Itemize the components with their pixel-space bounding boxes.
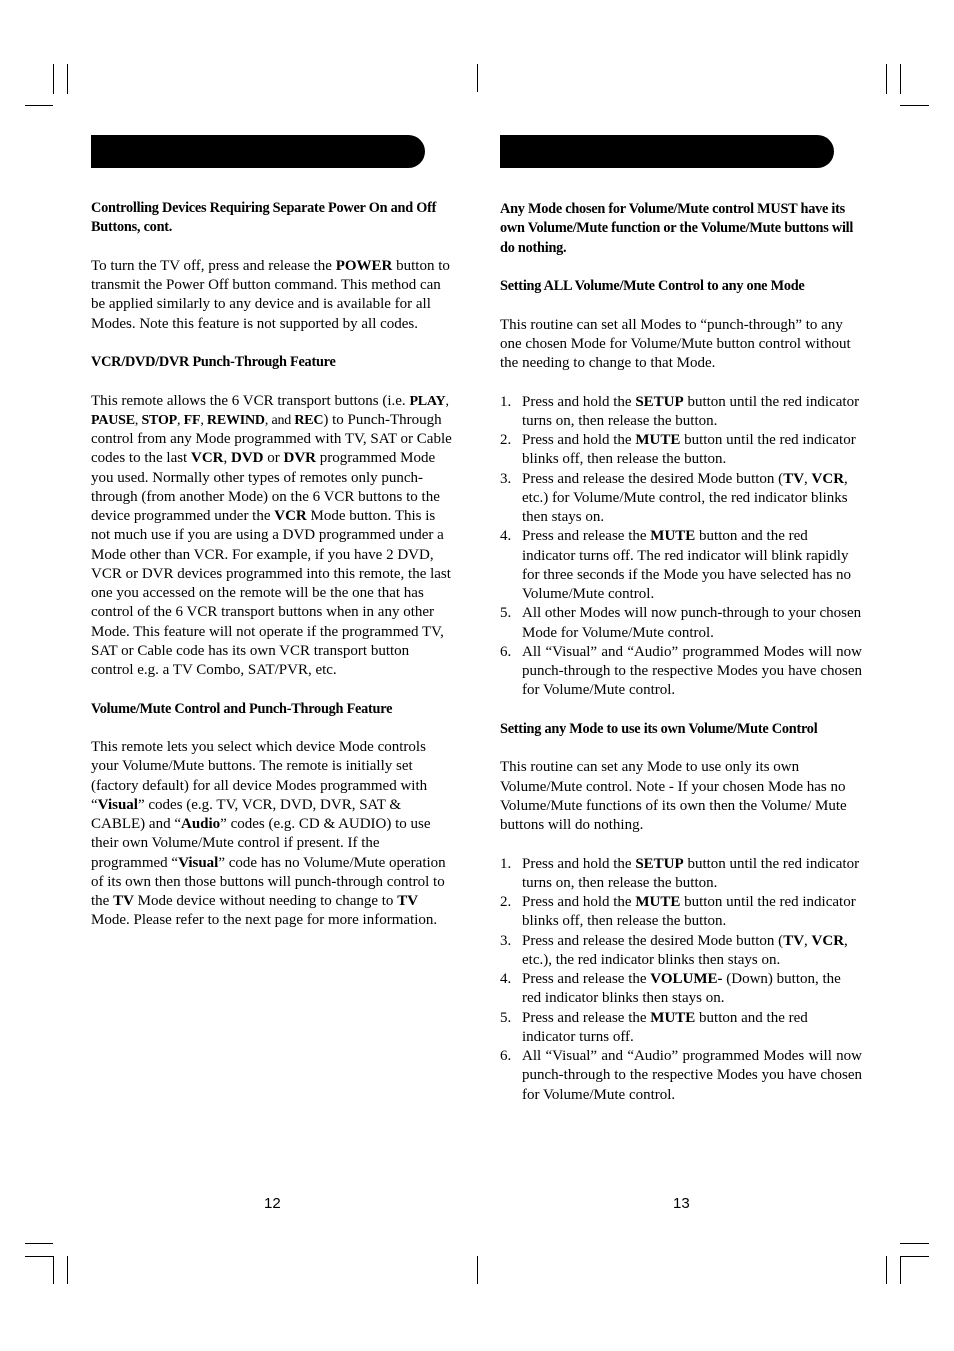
section-heading: VCR/DVD/DVR Punch-Through Feature [91,354,336,370]
steps-list-own-mode [500,855,862,1105]
section-heading: Controlling Devices Requiring Separate Power On and Off Buttons, cont. [91,200,437,236]
crop-mark [67,64,68,94]
section-heading: Setting ALL Volume/Mute Control to any one Mode [500,278,805,294]
crop-mark [900,105,929,106]
crop-mark [53,64,54,94]
paragraph: This remote allows the 6 VCR transport buttons (i.e. PLAY, PAUSE, STOP, FF, REWIND, and REC) to Punch-Through control from any Mode programmed with TV, SAT or Cable codes to the last VCR, DVD or DVR programmed Mode you used. Normally other types of remotes only punch-through (from another Mode) on the 6 VCR buttons to the device programmed under the VCR Mode button. This is not much use if you are using a DVD programmed under a Mode other than VCR. For example, if you have 2 DVD, VCR or DVR devices programmed into this remote, the last one you accessed on the remote will be the one that has control of the 6 VCR transport buttons when in any other Mode. This feature will not operate if the programmed TV, SAT or Cable code has its own VCR transport button control e.g. a TV Combo, SAT/PVR, etc. [91,392,452,678]
list-item: 5. All other Modes will now punch-through to your chosen Mode for Volume/Mute control. [500,605,862,641]
crop-mark [886,64,887,94]
crop-mark [477,64,478,92]
crop-mark [67,1256,68,1284]
list-item: 5. Press and release the MUTE button and the red indicator turns off. [500,1009,808,1045]
crop-mark [900,1243,929,1244]
steps-list-all-modes [500,393,862,701]
crop-mark [477,1256,478,1284]
list-item: 1. Press and hold the SETUP button until the red indicator turns on, then release the button. [500,393,860,429]
crop-mark [25,1243,53,1244]
list-item: 6. All “Visual” and “Audio” programmed Modes will now punch-through to the respective Modes you have chosen for Volume/Mute control. [500,643,862,699]
crop-mark [25,1256,53,1257]
crop-mark [25,105,53,106]
paragraph: This remote lets you select which device Mode controls your Volume/Mute buttons. The remote is initially set (factory default) for all device Modes programmed with “Visual” codes (e.g. TV, VCR, DVD, DVR, SAT & CABLE) and “Audio” codes (e.g. CD & AUDIO) to use their own Volume/Mute control if present. If the programmed “Visual” code has no Volume/Mute operation of its own then those buttons will punch-through control to the TV Mode device without needing to change to TV Mode. Please refer to the next page for more information. [91,739,446,929]
page-number-right: 13 [673,1195,690,1212]
page-number-left: 12 [264,1195,281,1212]
section-heading: Setting any Mode to use its own Volume/Mute Control [500,720,818,737]
right-header-bar [500,135,834,168]
list-item: 6. All “Visual” and “Audio” programmed Modes will now punch-through to the respective Modes you have chosen for Volume/Mute control. [500,1048,862,1103]
list-item: 2. Press and hold the MUTE button until the red indicator blinks off, then release the button. [500,432,856,468]
list-item: 4. Press and release the MUTE button and the red indicator turns off. The red indicator will blink rapidly for three seconds if the Mode you have selected has no Volume/Mute control. [500,528,852,602]
crop-mark [900,1256,929,1257]
left-header-bar [91,135,425,168]
paragraph: This routine can set any Mode to use only its own Volume/Mute control. Note - If your chosen Mode has no Volume/Mute functions of its own then the Volume/ Mute buttons will do nothing. [500,759,847,833]
paragraph: To turn the TV off, press and release the POWER button to transmit the Power Off button command. This method can be applied similarly to any device and is available for all Modes. Note this feature is not supported by all codes. [91,257,450,332]
list-item: 3. Press and release the desired Mode button (TV, VCR, etc.) for Volume/Mute control, the red indicator blinks then stays on. [500,470,848,525]
paragraph: This routine can set all Modes to “punch-through” to any one chosen Mode for Volume/Mute button control without the needing to change to that Mode. [500,316,851,371]
warning-heading: Any Mode chosen for Volume/Mute control MUST have its own Volume/Mute function or the Volume/Mute buttons will do nothing. [500,201,854,256]
crop-mark [900,64,901,94]
section-heading: Volume/Mute Control and Punch-Through Feature [91,700,393,717]
crop-mark [886,1256,887,1284]
crop-mark [53,1256,54,1284]
crop-mark [900,1256,901,1284]
list-item: 1. Press and hold the SETUP button until the red indicator turns on, then release the button. [500,855,860,891]
list-item: 3. Press and release the desired Mode button (TV, VCR, etc.), the red indicator blinks then stays on. [500,932,848,968]
list-item: 2. Press and hold the MUTE button until the red indicator blinks off, then release the button. [500,894,856,930]
list-item: 4. Press and release the VOLUME- (Down) button, the red indicator blinks then stays on. [500,971,841,1007]
left-column [91,199,453,950]
right-column [500,200,862,1124]
